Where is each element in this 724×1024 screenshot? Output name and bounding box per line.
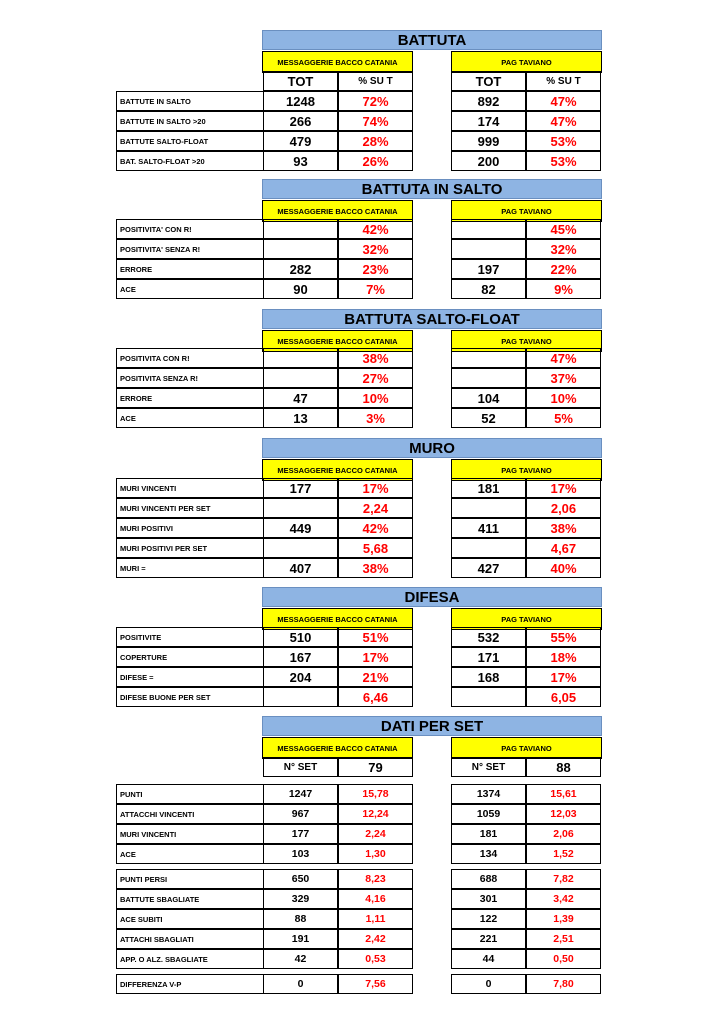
team-a-percent: 12,24 [338,804,413,824]
team-a-total: 0 [263,974,338,994]
team-b-total: 52 [451,408,526,428]
team-b-total: 221 [451,929,526,949]
row-label: BATTUTE IN SALTO >20 [116,111,264,131]
team-a-total: 650 [263,869,338,889]
team-a-percent: 51% [338,627,413,647]
team-b-total [451,239,526,259]
team-a-percent: 38% [338,558,413,578]
team-b-total: 168 [451,667,526,687]
team-a-total [263,239,338,259]
section-title: BATTUTA IN SALTO [262,179,602,199]
team-a-percent: 0,53 [338,949,413,969]
team-b-total: 200 [451,151,526,171]
row-label: ERRORE [116,388,264,408]
team-a-percent: 26% [338,151,413,171]
row-label: ACE [116,408,264,428]
team-a-total: 1247 [263,784,338,804]
team-a-total: 967 [263,804,338,824]
team-b-header: PAG TAVIANO [451,608,602,630]
team-a-total: 449 [263,518,338,538]
nset-label-a: N° SET [263,757,338,777]
row-label: POSITIVITA SENZA R! [116,368,264,388]
team-a-percent: 42% [338,518,413,538]
team-a-header: MESSAGGERIE BACCO CATANIA [262,200,413,222]
team-a-total [263,219,338,239]
team-b-percent: 2,06 [526,498,601,518]
team-b-total: 44 [451,949,526,969]
team-a-total: 510 [263,627,338,647]
team-b-percent: 18% [526,647,601,667]
team-a-total: 42 [263,949,338,969]
team-b-percent: 47% [526,348,601,368]
team-a-total: 191 [263,929,338,949]
row-label: ERRORE [116,259,264,279]
row-label: MURI = [116,558,264,578]
team-b-total: 181 [451,478,526,498]
section-title: DATI PER SET [262,716,602,736]
team-a-percent: 32% [338,239,413,259]
row-label: DIFESE BUONE PER SET [116,687,264,707]
team-b-total: 82 [451,279,526,299]
team-b-percent: 55% [526,627,601,647]
team-a-percent: 72% [338,91,413,111]
team-a-total: 103 [263,844,338,864]
team-a-percent: 21% [338,667,413,687]
team-a-percent: 2,24 [338,824,413,844]
team-a-total: 93 [263,151,338,171]
col-pct-a: % SU T [338,71,413,91]
team-a-total: 177 [263,824,338,844]
nset-value-b: 88 [526,757,601,777]
team-b-total: 134 [451,844,526,864]
row-label: MURI VINCENTI [116,478,264,498]
section-title: BATTUTA SALTO-FLOAT [262,309,602,329]
row-label: DIFESE = [116,667,264,687]
row-label: POSITIVITA' SENZA R! [116,239,264,259]
team-b-percent: 45% [526,219,601,239]
team-b-total [451,687,526,707]
team-a-percent: 42% [338,219,413,239]
team-a-header: MESSAGGERIE BACCO CATANIA [262,737,413,759]
col-pct-b: % SU T [526,71,601,91]
team-b-percent: 12,03 [526,804,601,824]
team-b-percent: 32% [526,239,601,259]
team-a-percent: 28% [338,131,413,151]
team-b-total: 0 [451,974,526,994]
team-a-total [263,538,338,558]
team-b-total [451,538,526,558]
row-label: POSITIVITA CON R! [116,348,264,368]
team-b-total [451,368,526,388]
team-a-total: 90 [263,279,338,299]
team-a-percent: 8,23 [338,869,413,889]
team-a-total [263,498,338,518]
team-a-total: 479 [263,131,338,151]
team-b-total: 181 [451,824,526,844]
team-b-total [451,219,526,239]
row-label: POSITIVITE [116,627,264,647]
team-b-total [451,498,526,518]
team-b-total: 427 [451,558,526,578]
row-label: DIFFERENZA V-P [116,974,264,994]
team-a-percent: 17% [338,647,413,667]
team-a-total: 1248 [263,91,338,111]
nset-label-b: N° SET [451,757,526,777]
row-label: MURI VINCENTI [116,824,264,844]
team-a-header: MESSAGGERIE BACCO CATANIA [262,330,413,352]
row-label: BATTUTE SALTO-FLOAT [116,131,264,151]
team-b-percent: 53% [526,131,601,151]
team-a-percent: 10% [338,388,413,408]
row-label: POSITIVITA' CON R! [116,219,264,239]
row-label: MURI POSITIVI PER SET [116,538,264,558]
team-b-percent: 6,05 [526,687,601,707]
section-title: MURO [262,438,602,458]
team-b-total: 197 [451,259,526,279]
team-b-percent: 4,67 [526,538,601,558]
team-a-percent: 7,56 [338,974,413,994]
team-a-percent: 7% [338,279,413,299]
team-b-percent: 7,80 [526,974,601,994]
team-b-total: 174 [451,111,526,131]
team-b-total: 532 [451,627,526,647]
row-label: PUNTI [116,784,264,804]
team-b-percent: 0,50 [526,949,601,969]
row-label: BAT. SALTO-FLOAT >20 [116,151,264,171]
team-a-total: 47 [263,388,338,408]
team-a-percent: 38% [338,348,413,368]
section-title: DIFESA [262,587,602,607]
team-a-total: 167 [263,647,338,667]
team-b-header: PAG TAVIANO [451,330,602,352]
team-b-percent: 38% [526,518,601,538]
col-tot-a: TOT [263,71,338,91]
col-tot-b: TOT [451,71,526,91]
team-a-total: 282 [263,259,338,279]
row-label: BATTUTE IN SALTO [116,91,264,111]
team-b-total: 1059 [451,804,526,824]
team-a-total: 407 [263,558,338,578]
team-b-percent: 5% [526,408,601,428]
team-b-percent: 7,82 [526,869,601,889]
team-b-percent: 2,06 [526,824,601,844]
team-b-percent: 40% [526,558,601,578]
row-label: ACE [116,279,264,299]
team-b-total: 104 [451,388,526,408]
team-a-total: 177 [263,478,338,498]
team-b-total: 301 [451,889,526,909]
team-b-percent: 17% [526,478,601,498]
row-label: PUNTI PERSI [116,869,264,889]
team-a-percent: 5,68 [338,538,413,558]
team-a-total [263,687,338,707]
team-a-percent: 27% [338,368,413,388]
row-label: MURI POSITIVI [116,518,264,538]
team-a-percent: 6,46 [338,687,413,707]
team-b-percent: 1,39 [526,909,601,929]
team-b-percent: 1,52 [526,844,601,864]
row-label: ATTACHI SBAGLIATI [116,929,264,949]
team-b-header: PAG TAVIANO [451,51,602,73]
section-title: BATTUTA [262,30,602,50]
team-b-total: 1374 [451,784,526,804]
nset-value-a: 79 [338,757,413,777]
team-b-percent: 37% [526,368,601,388]
row-label: MURI VINCENTI PER SET [116,498,264,518]
team-a-total: 329 [263,889,338,909]
team-b-total: 171 [451,647,526,667]
team-a-total [263,368,338,388]
row-label: ATTACCHI VINCENTI [116,804,264,824]
team-b-percent: 47% [526,111,601,131]
team-b-percent: 3,42 [526,889,601,909]
team-a-total: 204 [263,667,338,687]
team-a-percent: 2,24 [338,498,413,518]
team-a-percent: 1,11 [338,909,413,929]
team-b-header: PAG TAVIANO [451,737,602,759]
team-a-percent: 1,30 [338,844,413,864]
team-b-percent: 17% [526,667,601,687]
team-b-total: 411 [451,518,526,538]
team-b-total [451,348,526,368]
team-a-header: MESSAGGERIE BACCO CATANIA [262,608,413,630]
team-a-total: 13 [263,408,338,428]
team-a-percent: 2,42 [338,929,413,949]
team-a-header: MESSAGGERIE BACCO CATANIA [262,51,413,73]
team-b-percent: 2,51 [526,929,601,949]
team-b-header: PAG TAVIANO [451,200,602,222]
team-b-percent: 47% [526,91,601,111]
team-a-percent: 17% [338,478,413,498]
team-b-header: PAG TAVIANO [451,459,602,481]
team-b-percent: 9% [526,279,601,299]
team-a-total [263,348,338,368]
row-label: APP. O ALZ. SBAGLIATE [116,949,264,969]
team-a-total: 88 [263,909,338,929]
team-a-percent: 15,78 [338,784,413,804]
team-b-percent: 22% [526,259,601,279]
team-b-percent: 10% [526,388,601,408]
team-b-total: 122 [451,909,526,929]
team-b-percent: 53% [526,151,601,171]
row-label: COPERTURE [116,647,264,667]
team-b-total: 688 [451,869,526,889]
team-a-percent: 23% [338,259,413,279]
team-a-header: MESSAGGERIE BACCO CATANIA [262,459,413,481]
team-a-total: 266 [263,111,338,131]
team-a-percent: 4,16 [338,889,413,909]
team-b-total: 999 [451,131,526,151]
row-label: ACE SUBITI [116,909,264,929]
team-b-total: 892 [451,91,526,111]
row-label: ACE [116,844,264,864]
team-b-percent: 15,61 [526,784,601,804]
team-a-percent: 3% [338,408,413,428]
row-label: BATTUTE SBAGLIATE [116,889,264,909]
team-a-percent: 74% [338,111,413,131]
